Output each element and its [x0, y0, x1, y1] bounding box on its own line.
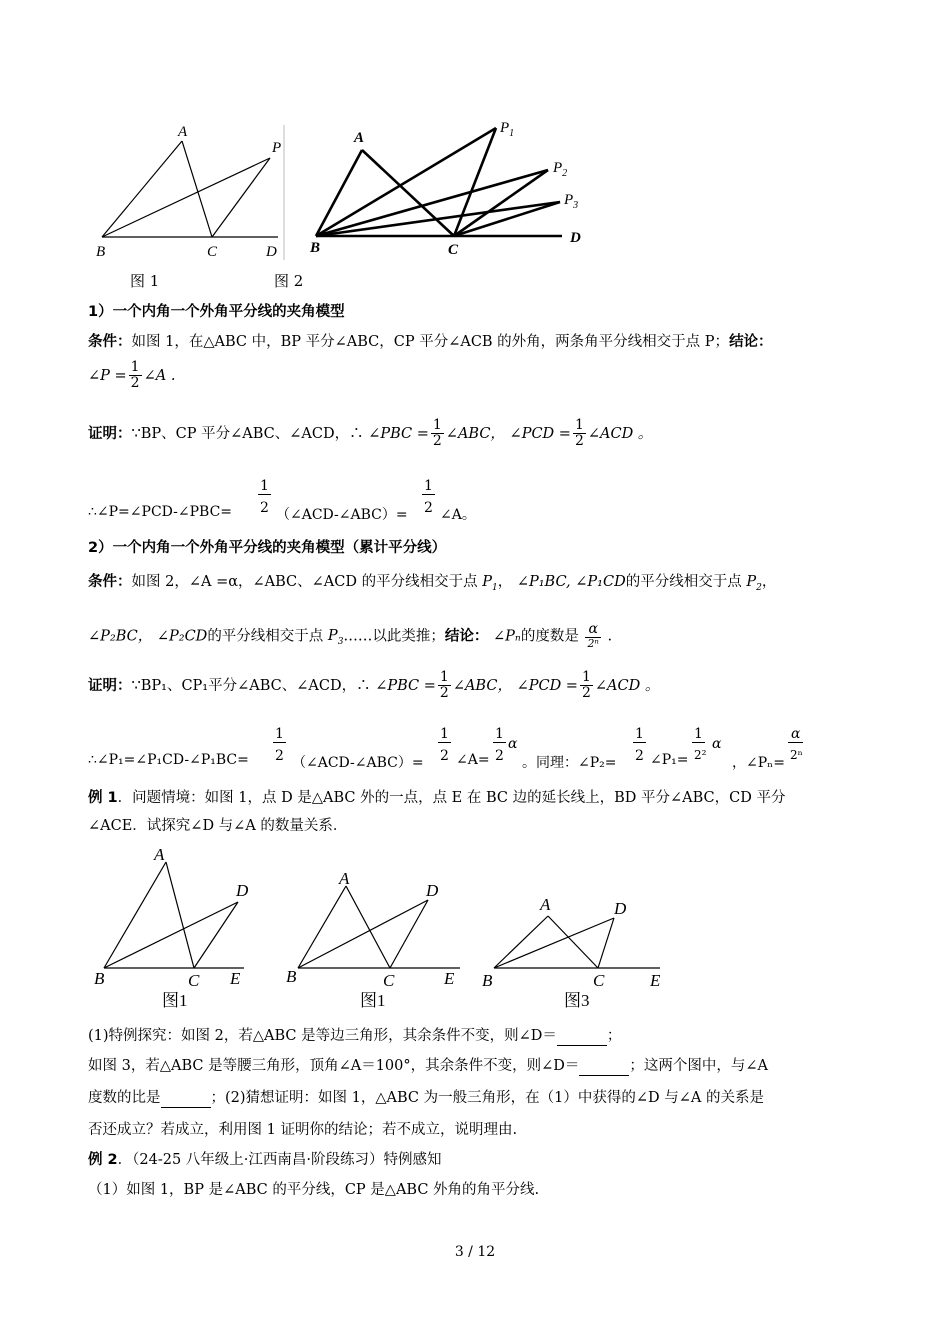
s2-raised-num-2: 1	[440, 726, 449, 742]
figure-2-geometry	[316, 128, 562, 236]
example1-q2	[88, 1056, 768, 1076]
ex1-f3-C: C	[593, 971, 605, 990]
proof-abc: ∠ABC，	[445, 425, 505, 442]
s2-alpha-1: α	[508, 736, 518, 752]
ex1-f2-caption: 图1	[360, 991, 386, 1010]
section2-condition	[88, 572, 776, 594]
figure-1-geometry	[102, 125, 284, 260]
example1-text1: ．问题情境：如图 1，点 D 是△ABC 外的一点，点 E 在 BC 边的延长线上，BD 平分∠ABC，CD 平分	[117, 790, 786, 806]
q1-text: (1)特例探究：如图 2，若△ABC 是等边三角形，其余条件不变，则∠D＝	[88, 1028, 557, 1044]
ex1-f1-E: E	[230, 969, 241, 988]
ex1-f1-A: A	[154, 846, 165, 864]
page-number: 3 / 12	[454, 1244, 496, 1260]
q1-end: ；	[606, 1028, 622, 1044]
s2-th-d: 。同理：∠P₂=	[522, 755, 617, 771]
s2-alpha-frac: $\frac{\alpha}{\text{2ⁿ}}$	[587, 621, 599, 651]
ex1-f3-B: B	[482, 971, 493, 990]
section1-therefore-a: ∴∠P=∠PCD-∠PBC=	[88, 504, 233, 520]
s2-proof-pcd: ∠PCD =	[516, 677, 578, 694]
s2-raised-alpha: α	[788, 726, 803, 743]
q2-text: 如图 3，若△ABC 是等腰三角形，顶角∠A＝100°，其余条件不变，则∠D＝	[88, 1058, 580, 1074]
s2-condition-label: 条件：	[88, 574, 132, 590]
ex1-f2-D: D	[426, 881, 439, 900]
s2-proof-acd: ∠ACD 。	[594, 677, 660, 694]
ex1-f1-caption: 图1	[162, 991, 188, 1010]
example1-figures	[88, 846, 688, 1016]
section2-title: 2）一个内角一个外角平分线的夹角模型（累计平分线）	[88, 540, 447, 556]
q2-end: ；这两个图中，与∠A	[629, 1058, 769, 1074]
proof-pcd: ∠PCD =	[509, 425, 571, 442]
s1-raised-num-2: 1	[424, 478, 433, 494]
proof-text: ∵BP、CP 平分∠ABC、∠ACD，∴	[131, 425, 364, 442]
example1-q4: 否还成立？若成立，利用图 1 证明你的结论；若不成立，说明理由.	[88, 1122, 518, 1138]
section2-condition-line2: ∠P₂BC， ∠P₂CD的平分线相交于点 $P_3\dots\dots$以此类推；结论： ∠Pₙ的度数是 $\frac{\alpha}{\text{2ⁿ}}$ .	[88, 621, 613, 651]
fig2-label-D: D	[570, 230, 581, 246]
s2-cond-p1: $P_1$	[482, 574, 498, 593]
s2-th-e: ∠P₁=	[650, 752, 689, 768]
ex1-f2-B: B	[286, 967, 297, 986]
s2-line2-a: ∠P₂BC，	[88, 628, 153, 645]
fig2-label-B: B	[310, 240, 321, 256]
s2-proof-pbc: ∠PBC =	[375, 677, 436, 694]
fig2-caption: 图 2	[274, 272, 304, 290]
s2-line2-e: ∠Pₙ	[493, 628, 521, 645]
top-figures	[90, 120, 610, 290]
example1-line1	[88, 788, 785, 808]
s2-th-a: ∴∠P₁=∠P₁CD-∠P₁BC=	[88, 752, 249, 768]
fig1-label-C: C	[207, 244, 218, 260]
s2-cond-c: ∠P₁BC, ∠P₁CD	[516, 574, 626, 590]
example1-q3	[88, 1088, 764, 1108]
section1-conclusion-formula	[88, 360, 175, 392]
fig1-label-A: A	[178, 124, 188, 140]
s2-cond-p2: $P_2$	[746, 574, 762, 593]
s2-cond-b: ，	[497, 574, 513, 590]
condition-label: 条件：	[88, 334, 132, 350]
s2-raised-den-1: 2	[275, 748, 284, 764]
formula-rhs: ∠A .	[143, 367, 176, 384]
fig2-label-P1: $P_1$	[500, 120, 515, 139]
ex1-f1-C: C	[188, 971, 200, 990]
s1-raised-den-2: 2	[424, 500, 433, 516]
example1-line2: ∠ACE．试探究∠D 与∠A 的数量关系．	[88, 818, 348, 834]
fig2-label-P2: $P_2$	[553, 160, 568, 179]
example2-label: 例 2	[88, 1152, 118, 1168]
example2-line: （1）如图 1，BP 是∠ABC 的平分线，CP 是△ABC 外角的角平分线.	[88, 1182, 540, 1198]
formula-lhs: ∠P =	[88, 367, 127, 384]
ex1-f1-B: B	[94, 969, 105, 988]
s2-proof-label: 证明：	[88, 677, 132, 694]
s2-line2-c: 的平分线相交于点	[207, 628, 324, 645]
s2-raised-2n: 2ⁿ	[790, 748, 803, 762]
proof-label: 证明：	[88, 425, 132, 442]
fig2-label-A: A	[354, 130, 365, 146]
ex1-f2-E: E	[444, 969, 455, 988]
s1-raised-num-1: 1	[260, 478, 269, 494]
s2-proof-text: ∵BP₁、CP₁平分∠ABC、∠ACD，∴	[131, 677, 371, 694]
section1-condition	[88, 332, 773, 352]
example1-label: 例 1	[88, 790, 118, 806]
formula-fraction: $\frac{1}{2}$	[130, 359, 140, 392]
ex1-f2-A: A	[339, 869, 350, 888]
fig2-label-P3: $P_3$	[564, 192, 579, 211]
s2-th-c: ∠A=	[456, 752, 490, 768]
section1-therefore-b: （∠ACD-∠ABC）=	[276, 507, 408, 523]
s2-proof-frac-2: $\frac{1}{2}$	[581, 669, 591, 702]
s2-raised-num-1: 1	[275, 726, 284, 742]
s1-raised-den-1: 2	[260, 500, 269, 516]
s2-proof-abc: ∠ABC，	[452, 677, 512, 694]
s2-raised-den-4: 2	[635, 748, 644, 764]
proof-frac-2: $\frac{1}{2}$	[574, 417, 584, 450]
fig1-caption: 图 1	[130, 272, 160, 290]
s2-line2-b: ∠P₂CD	[156, 628, 208, 645]
ex1-f2-C: C	[383, 971, 395, 990]
s2-proof-frac-1: $\frac{1}{2}$	[439, 669, 449, 702]
fig1-label-B: B	[96, 244, 106, 260]
section1-proof	[88, 418, 652, 450]
proof-pbc: ∠PBC =	[368, 425, 429, 442]
s2-line2-p3: $P_3$	[327, 628, 344, 648]
s2-raised-den-5: 2²	[694, 748, 707, 762]
section1-therefore-c: ∠A。	[440, 507, 476, 523]
q3-end: ；(2)猜想证明：如图 1，△ABC 为一般三角形，在（1）中获得的∠D 与∠A 的关系是	[210, 1090, 764, 1106]
section2-proof	[88, 670, 659, 702]
ex1-fig1-geometry	[104, 862, 244, 968]
s2-raised-num-5: 1	[694, 726, 703, 742]
fig1-label-D: D	[266, 244, 277, 260]
ex1-f1-D: D	[236, 881, 249, 900]
example2-text: ．（24-25 八年级上·江西南昌·阶段练习）特例感知	[117, 1152, 442, 1168]
conclusion-label: 结论：	[729, 334, 773, 350]
s2-th-b: （∠ACD-∠ABC）=	[292, 755, 424, 771]
s2-cond-a: 如图 2，∠A =α，∠ABC、∠ACD 的平分线相交于点	[131, 574, 478, 590]
s2-th-f: ，∠Pₙ=	[732, 755, 785, 771]
fig1-label-P: P	[272, 140, 282, 156]
ex1-fig3-geometry	[494, 916, 660, 968]
example1-q1	[88, 1026, 621, 1046]
ex1-f3-D: D	[614, 899, 627, 918]
proof-acd: ∠ACD 。	[587, 425, 653, 442]
section1-title: 1）一个内角一个外角平分线的夹角模型	[88, 304, 345, 320]
s2-line2-d: ……以此类推；	[343, 628, 445, 645]
ex1-f3-caption: 图3	[564, 991, 590, 1010]
q3-text: 度数的比是	[88, 1090, 161, 1106]
s2-raised-num-3: 1	[495, 726, 504, 742]
s2-alpha-2: α	[712, 736, 722, 752]
example2-title	[88, 1150, 442, 1170]
s2-conclusion-label: 结论：	[444, 628, 489, 645]
condition-text: 如图 1，在△ABC 中，BP 平分∠ABC，CP 平分∠ACB 的外角，两条角平分线相交于点 P；	[131, 334, 730, 350]
q2-blank[interactable]	[579, 1061, 629, 1076]
q3-blank[interactable]	[161, 1093, 211, 1108]
s2-raised-den-2: 2	[440, 748, 449, 764]
ex1-f3-E: E	[650, 971, 661, 990]
ex1-f3-A: A	[540, 895, 551, 914]
s2-raised-num-4: 1	[635, 726, 644, 742]
s2-cond-e: ，	[761, 574, 777, 590]
fig2-label-C: C	[448, 242, 459, 258]
s2-raised-den-3: 2	[495, 748, 504, 764]
s2-cond-d: 的平分线相交于点	[625, 574, 742, 590]
proof-frac-1: $\frac{1}{2}$	[432, 417, 442, 450]
q1-blank[interactable]	[557, 1031, 607, 1046]
s2-line2-f: 的度数是	[520, 628, 579, 645]
